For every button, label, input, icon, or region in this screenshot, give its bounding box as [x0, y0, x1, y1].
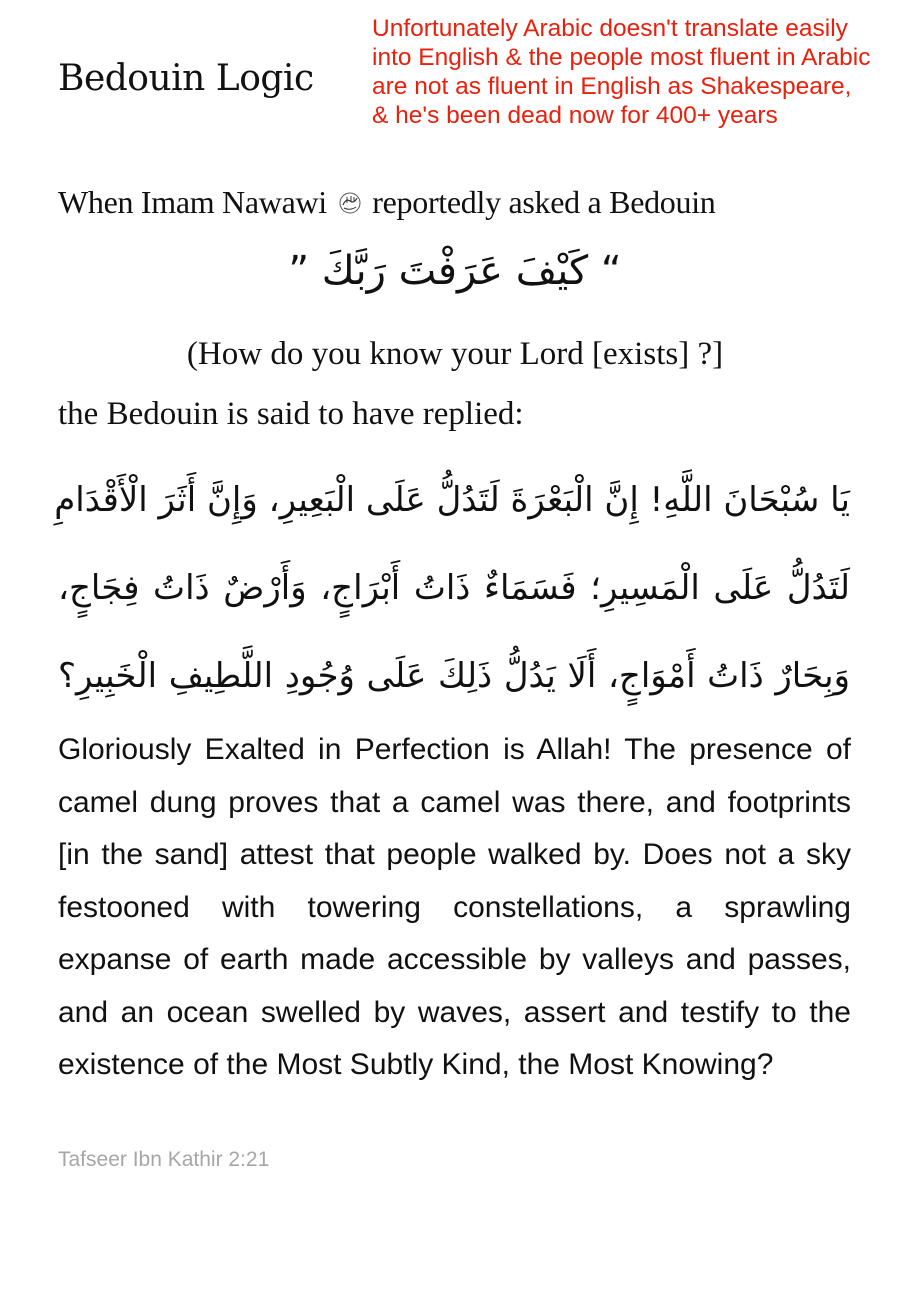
- intro-sentence: [58, 184, 715, 221]
- annotation-note: Unfortunately Arabic doesn't translate easily into English & the people most fluent in Arabic are not as fluent in English as Shakespeare, & he's been dead now for 400+ years: [372, 15, 871, 129]
- arabic-reply: [54, 456, 850, 720]
- arabic-reply-line: وَبِحَارٌ ذَاتُ أَمْوَاجٍ، أَلَا يَدُلُّ ذَلِكَ عَلَى وُجُودِ اللَّطِيفِ الْخَبِيرِ؟: [58, 656, 850, 696]
- honorific-glyph-icon: [337, 192, 363, 214]
- source-citation: Tafseer Ibn Kathir 2:21: [58, 1148, 270, 1171]
- arabic-question: “ كَيْفَ عَرَفْتَ رَبَّكَ ”: [288, 248, 622, 294]
- english-translation: Gloriously Exalted in Perfection is Allah! The presence of camel dung proves that a camel was there, and footprints [in the sand] attest that people walked by. Does not a sky festooned with towering constellations, a sprawling expanse of earth made accessible by valleys and passes, and an ocean swelled by waves, assert and testify to the existence of the Most Subtly Kind, the Most Knowing?: [58, 733, 851, 1081]
- honorific-calligraphy-icon: [337, 192, 363, 219]
- question-translation: (How do you know your Lord [exists] ?]: [186, 336, 724, 372]
- intro-text-before: When Imam Nawawi: [58, 184, 327, 220]
- intro-text-after: reportedly asked a Bedouin: [372, 184, 716, 220]
- reply-lead-in: the Bedouin is said to have replied:: [58, 396, 524, 432]
- arabic-reply-line: يَا سُبْحَانَ اللَّهِ! إِنَّ الْبَعْرَةَ لَتَدُلُّ عَلَى الْبَعِيرِ، وَإِنَّ أَثَرَ الْأَقْدَامِ: [54, 480, 850, 520]
- page-title: Bedouin Logic: [58, 58, 314, 99]
- arabic-reply-line: لَتَدُلُّ عَلَى الْمَسِيرِ؛ فَسَمَاءٌ ذَاتُ أَبْرَاجٍ، وَأَرْضٌ ذَاتُ فِجَاجٍ،: [58, 568, 850, 608]
